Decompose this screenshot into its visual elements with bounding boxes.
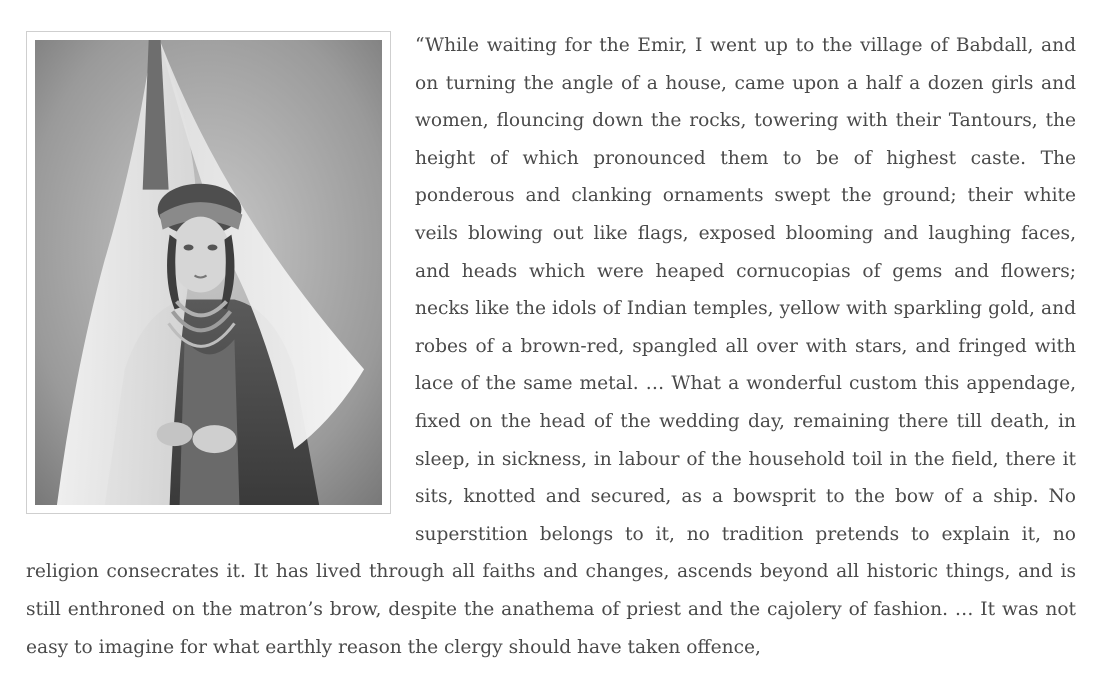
engraving-image	[35, 40, 382, 505]
article-body	[26, 27, 1076, 666]
figure-frame	[26, 31, 391, 514]
quote-paragraph: “While waiting for the Emir, I went up to the village of Babdall, and on turning the angle of a house, came upon a half a dozen girls and women, flouncing down the rocks, towering with their Tantours, the height of which pronounced them to be of highest caste. The ponderous and clanking ornaments swept the ground; their white veils blowing out like flags, exposed blooming and laughing faces, and heads which were heaped cornucopias of gems and flowers; necks like the idols of Indian temples, yellow with sparkling gold, and robes of a brown-red, spangled all over with stars, and fringed with lace of the same metal. … What a wonderful custom this appendage, fixed on the head of the wedding day, remaining there till death, in sleep, in sickness, in labour of the household toil in the field, there it sits, knotted and secured, as a bowsprit to the bow of a ship. No superstition belongs to it, no tradition pretends to explain it, no religion consecrates it. It has lived through all faiths and changes, ascends beyond all historic things, and is still enthroned on the matron’s brow, despite the anathema of priest and the cajolery of fashion. … It was not easy to imagine for what earthly reason the clergy should have taken offence,	[26, 35, 1076, 658]
